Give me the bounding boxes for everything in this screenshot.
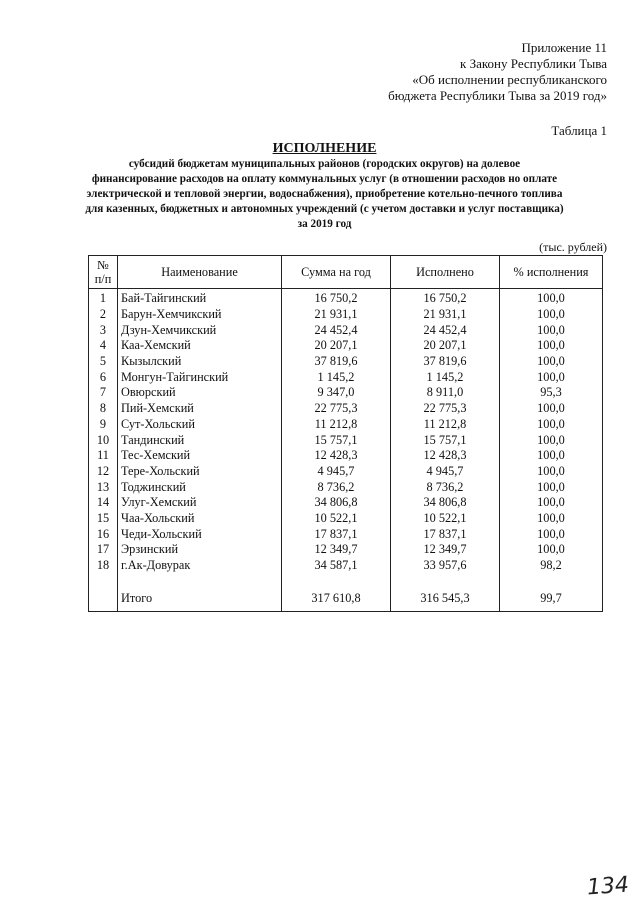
title-line: за 2019 год [297, 218, 352, 230]
executed-amount: 4 945,7 [391, 464, 500, 480]
execution-percent: 100,0 [500, 511, 603, 527]
execution-percent: 100,0 [500, 495, 603, 511]
execution-table [88, 255, 603, 612]
appendix-line: к Закону Республики Тыва [460, 56, 607, 71]
total-label: Итого [118, 591, 282, 612]
table-row [89, 464, 603, 480]
annual-amount: 37 819,6 [282, 354, 391, 370]
column-header-pct: % исполнения [500, 256, 603, 289]
municipality-name: Чаа-Хольский [118, 511, 282, 527]
table-row [89, 432, 603, 448]
execution-percent: 100,0 [500, 448, 603, 464]
column-header-num [89, 256, 118, 289]
row-number: 4 [89, 338, 118, 354]
empty-cell [391, 573, 500, 591]
annual-amount: 24 452,4 [282, 322, 391, 338]
execution-percent: 95,3 [500, 385, 603, 401]
row-number: 12 [89, 464, 118, 480]
table-row [89, 369, 603, 385]
execution-percent: 100,0 [500, 464, 603, 480]
annual-amount: 12 349,7 [282, 542, 391, 558]
municipality-name: Эрзинский [118, 542, 282, 558]
table-header-row [89, 256, 603, 289]
municipality-name: Бай-Тайгинский [118, 289, 282, 307]
executed-amount: 12 349,7 [391, 542, 500, 558]
execution-percent: 100,0 [500, 479, 603, 495]
table-row [89, 479, 603, 495]
document-title [40, 140, 609, 232]
execution-percent: 100,0 [500, 401, 603, 417]
table-row [89, 417, 603, 433]
execution-percent: 100,0 [500, 354, 603, 370]
executed-amount: 33 957,6 [391, 558, 500, 574]
title-line: для казенных, бюджетных и автономных учреждений (с учетом доставки и услуг поставщика) [85, 203, 564, 215]
row-number: 13 [89, 479, 118, 495]
table-row [89, 495, 603, 511]
empty-cell [500, 573, 603, 591]
executed-amount: 17 837,1 [391, 526, 500, 542]
row-number: 8 [89, 401, 118, 417]
executed-amount: 8 911,0 [391, 385, 500, 401]
table-label: Таблица 1 [551, 123, 607, 138]
executed-amount: 16 750,2 [391, 289, 500, 307]
executed-amount: 24 452,4 [391, 322, 500, 338]
municipality-name: Улуг-Хемский [118, 495, 282, 511]
municipality-name: Тоджинский [118, 479, 282, 495]
executed-amount: 22 775,3 [391, 401, 500, 417]
column-header-name: Наименование [118, 256, 282, 289]
table-row [89, 401, 603, 417]
row-number: 2 [89, 307, 118, 323]
municipality-name: Пий-Хемский [118, 401, 282, 417]
column-header-done: Исполнено [391, 256, 500, 289]
total-number-cell [89, 591, 118, 612]
total-execution-percent: 99,7 [500, 591, 603, 612]
municipality-name: г.Ак-Довурак [118, 558, 282, 574]
empty-cell [282, 573, 391, 591]
executed-amount: 20 207,1 [391, 338, 500, 354]
annual-amount: 9 347,0 [282, 385, 391, 401]
executed-amount: 21 931,1 [391, 307, 500, 323]
annual-amount: 22 775,3 [282, 401, 391, 417]
municipality-name: Каа-Хемский [118, 338, 282, 354]
row-number: 9 [89, 417, 118, 433]
empty-cell [89, 573, 118, 591]
row-number: 16 [89, 526, 118, 542]
empty-cell [118, 573, 282, 591]
executed-amount: 37 819,6 [391, 354, 500, 370]
title-line: электрической и тепловой энергии, водоснабжения), приобретение котельно-печного топлива [86, 188, 563, 200]
table-row [89, 526, 603, 542]
table-row [89, 289, 603, 307]
executed-amount: 34 806,8 [391, 495, 500, 511]
annual-amount: 17 837,1 [282, 526, 391, 542]
row-number: 11 [89, 448, 118, 464]
row-number: 6 [89, 369, 118, 385]
table-body [89, 289, 603, 612]
table-row [89, 558, 603, 574]
row-number: 10 [89, 432, 118, 448]
execution-percent: 100,0 [500, 369, 603, 385]
column-header-num-line: № [97, 258, 109, 272]
annual-amount: 20 207,1 [282, 338, 391, 354]
execution-percent: 100,0 [500, 289, 603, 307]
table-row [89, 511, 603, 527]
annual-amount: 12 428,3 [282, 448, 391, 464]
total-annual-amount: 317 610,8 [282, 591, 391, 612]
executed-amount: 15 757,1 [391, 432, 500, 448]
table-row [89, 542, 603, 558]
municipality-name: Кызылский [118, 354, 282, 370]
municipality-name: Тере-Хольский [118, 464, 282, 480]
annual-amount: 15 757,1 [282, 432, 391, 448]
execution-percent: 100,0 [500, 542, 603, 558]
page-number: 134 [586, 872, 630, 901]
row-number: 14 [89, 495, 118, 511]
row-number: 5 [89, 354, 118, 370]
execution-percent: 100,0 [500, 526, 603, 542]
municipality-name: Овюрский [118, 385, 282, 401]
execution-percent: 100,0 [500, 307, 603, 323]
row-number: 15 [89, 511, 118, 527]
appendix-line: Приложение 11 [521, 40, 607, 55]
annual-amount: 21 931,1 [282, 307, 391, 323]
annual-amount: 1 145,2 [282, 369, 391, 385]
table-row [89, 338, 603, 354]
execution-percent: 100,0 [500, 432, 603, 448]
appendix-note [388, 40, 607, 104]
municipality-name: Тес-Хемский [118, 448, 282, 464]
execution-percent: 98,2 [500, 558, 603, 574]
row-number: 17 [89, 542, 118, 558]
title-line: финансирование расходов на оплату коммунальных услуг (в отношении расходов но оплате [91, 173, 558, 185]
table-spacer-row [89, 573, 603, 591]
table-total-row [89, 591, 603, 612]
table-row [89, 385, 603, 401]
annual-amount: 34 806,8 [282, 495, 391, 511]
title-main: ИСПОЛНЕНИЕ [272, 141, 377, 156]
municipality-name: Монгун-Тайгинский [118, 369, 282, 385]
table-row [89, 448, 603, 464]
executed-amount: 1 145,2 [391, 369, 500, 385]
municipality-name: Сут-Хольский [118, 417, 282, 433]
table-row [89, 322, 603, 338]
annual-amount: 16 750,2 [282, 289, 391, 307]
annual-amount: 4 945,7 [282, 464, 391, 480]
appendix-line: «Об исполнении республиканского [412, 72, 607, 87]
total-executed-amount: 316 545,3 [391, 591, 500, 612]
executed-amount: 12 428,3 [391, 448, 500, 464]
annual-amount: 34 587,1 [282, 558, 391, 574]
annual-amount: 10 522,1 [282, 511, 391, 527]
row-number: 1 [89, 289, 118, 307]
execution-percent: 100,0 [500, 322, 603, 338]
executed-amount: 8 736,2 [391, 479, 500, 495]
municipality-name: Тандинский [118, 432, 282, 448]
municipality-name: Дзун-Хемчикский [118, 322, 282, 338]
column-header-num-line: п/п [94, 272, 112, 286]
row-number: 7 [89, 385, 118, 401]
annual-amount: 8 736,2 [282, 479, 391, 495]
units-label: (тыс. рублей) [539, 240, 607, 254]
appendix-line: бюджета Республики Тыва за 2019 год» [388, 88, 607, 103]
executed-amount: 11 212,8 [391, 417, 500, 433]
annual-amount: 11 212,8 [282, 417, 391, 433]
column-header-plan: Сумма на год [282, 256, 391, 289]
row-number: 18 [89, 558, 118, 574]
execution-percent: 100,0 [500, 338, 603, 354]
municipality-name: Барун-Хемчикский [118, 307, 282, 323]
row-number: 3 [89, 322, 118, 338]
table-row [89, 307, 603, 323]
title-line: субсидий бюджетам муниципальных районов (городских округов) на долевое [128, 158, 521, 170]
execution-percent: 100,0 [500, 417, 603, 433]
municipality-name: Чеди-Хольский [118, 526, 282, 542]
table-row [89, 354, 603, 370]
executed-amount: 10 522,1 [391, 511, 500, 527]
